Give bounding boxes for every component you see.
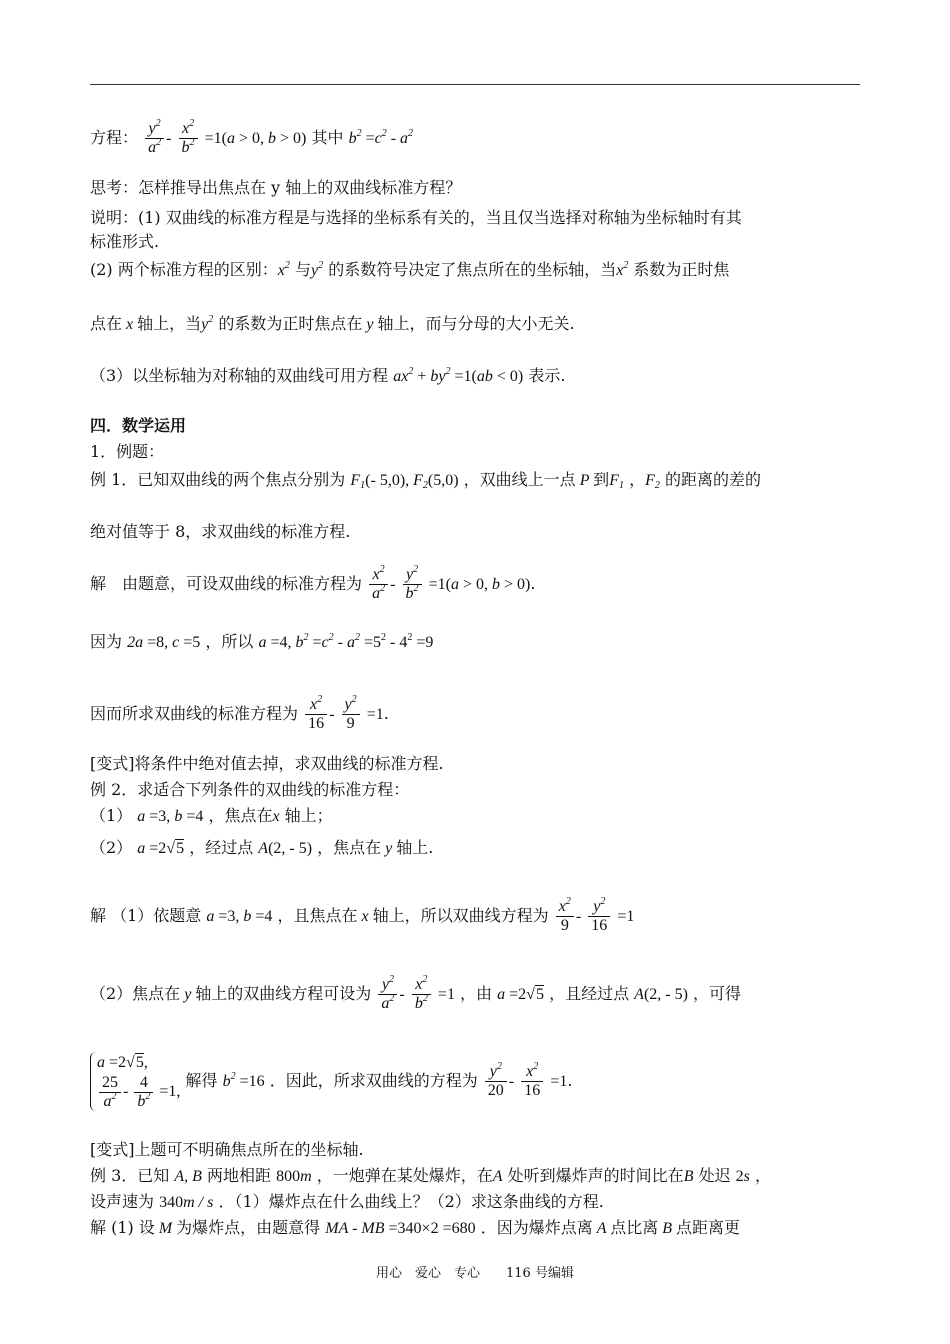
text: 因而所求双曲线的标准方程为 (90, 704, 299, 723)
text: 轴上的双曲线方程可设为 (195, 984, 372, 1003)
text: 解 由题意，可设双曲线的标准方程为 (90, 574, 363, 593)
fraction: $\frac{x^2}{16}$ (521, 1063, 543, 1100)
text: ，双曲线上一点 (463, 470, 576, 489)
example-line: 设声速为 340m / s ．（1）爆炸点在什么曲线上？（2）求这条曲线的方程. (90, 1192, 604, 1211)
text: ．（1）爆炸点在什么曲线上？（2）求这条曲线的方程. (218, 1192, 604, 1211)
solution-line: 解 由题意，可设双曲线的标准方程为 $\frac{x^2}{a^2}$ - $\frac{y^2}{b^2}$ =1(a > 0, b > 0). (90, 564, 536, 602)
fraction: $\frac{4}{b^2}$ (134, 1074, 153, 1111)
text: ，焦点在 (317, 838, 382, 857)
fraction: $\frac{x^2}{a^2}$ (369, 566, 388, 603)
example-line: 例 2．求适合下列条件的双曲线的标准方程： (90, 780, 410, 799)
text: （2） (90, 838, 133, 857)
example-line: 绝对值等于 8，求双曲线的标准方程. (90, 522, 351, 541)
text: 轴上，当 (137, 314, 202, 333)
text: 因为 (90, 632, 123, 651)
text: ，焦点在 (208, 806, 273, 825)
text: ．因此，所求双曲线的方程为 (269, 1071, 478, 1090)
text: 轴上； (284, 806, 333, 825)
text: ， (629, 470, 646, 489)
text: (2) 两个标准方程的区别： (90, 260, 278, 279)
text: 例 3．已知 (90, 1166, 170, 1185)
text: 轴上，而与分母的大小无关. (377, 314, 575, 333)
text: 设声速为 (90, 1192, 155, 1211)
fraction: $\frac{x^2}{16}$ (305, 696, 327, 733)
text: ，经过点 (189, 838, 254, 857)
text: ．因为爆炸点离 (480, 1218, 593, 1237)
subsection-title: 1．例题： (90, 442, 165, 461)
fraction: $\frac{y^2}{b^2}$ (403, 566, 422, 603)
solution-line: 因而所求双曲线的标准方程为 $\frac{x^2}{16}$ - $\frac{y^2}{9}$ =1. (90, 694, 389, 732)
text: 系数为正时焦 (633, 260, 730, 279)
solution-line: （2）焦点在 y 轴上的双曲线方程可设为 $\frac{y^2}{a^2}$ - $\frac{x^2}{b^2}$ =1 ，由 a =2√5 ，且经过点 A(2, - 5) ，可得 (90, 974, 742, 1012)
fraction: $\frac{x^2}{9}$ (556, 898, 574, 935)
text: 与 (294, 260, 311, 279)
note-line: 标准形式. (90, 232, 160, 251)
text: （3）以坐标轴为对称轴的双曲线可用方程 (90, 366, 389, 385)
text: 处迟 (698, 1166, 731, 1185)
equation-system: a =2√5, $\frac{25}{a^2}$ - $\frac{4}{b^2}$ =1, (90, 1052, 180, 1111)
text: ，所以 (205, 632, 254, 651)
text: 点比离 (610, 1218, 659, 1237)
text: 轴上，所以双曲线方程为 (372, 906, 549, 925)
solution-line: a =2√5, $\frac{25}{a^2}$ - $\frac{4}{b^2}$ =1, 解得 $b^2 =16$ ．因此，所求双曲线的方程为 $\frac{y^2}{20}$ - $\frac{x^2}{16}$ =1. (90, 1052, 860, 1111)
text: ， (755, 1166, 772, 1185)
text: 到 (593, 470, 610, 489)
text: 其中 (311, 128, 344, 147)
text: ，一炮弹在某处爆炸，在 (316, 1166, 493, 1185)
section-title: 四．数学运用 (90, 416, 187, 435)
text: 解 (1) 设 (90, 1218, 155, 1237)
text: ，且焦点在 (277, 906, 358, 925)
example-line: （2） a =2√5 ，经过点 A(2, - 5) ，焦点在 y 轴上. (90, 838, 434, 857)
example-line: （1） a =3, b =4 ，焦点在x 轴上； (90, 806, 333, 825)
text: 例 1．已知双曲线的两个焦点分别为 (90, 470, 346, 489)
text: （1） (90, 806, 133, 825)
text: 的系数为正时焦点在 (218, 314, 363, 333)
fraction: $\frac{y^2}{a^2}$ (145, 120, 164, 157)
think-line: 思考：怎样推导出焦点在 y 轴上的双曲线标准方程？ (90, 178, 462, 197)
text: 点在 (90, 314, 123, 333)
header-rule (90, 84, 860, 85)
text: ，可得 (693, 984, 742, 1003)
text: ，且经过点 (549, 984, 630, 1003)
text: 的距离的差的 (664, 470, 761, 489)
fraction: $\frac{25}{a^2}$ (99, 1074, 121, 1111)
text: 点距离更 (676, 1218, 741, 1237)
text: 轴上. (396, 838, 434, 857)
note-line: (2) 两个标准方程的区别：$x^2$ 与$y^2$ 的系数符号决定了焦点所在的坐标轴，当$x^2$ 系数为正时焦 (90, 260, 730, 279)
variant-line: [变式]上题可不明确焦点所在的坐标轴. (90, 1140, 364, 1159)
text: 两地相距 (207, 1166, 272, 1185)
fraction: $\frac{y^2}{9}$ (342, 696, 360, 733)
text: 解得 (185, 1071, 218, 1090)
fraction: $\frac{x^2}{b^2}$ (179, 120, 198, 157)
solution-line: 因为 2a =8, c =5 ，所以 a =4, $b^2 =c^2 - a^2 =5^2 - 4^2 =9$ (90, 632, 434, 651)
example-line: 例 1．已知双曲线的两个焦点分别为 $F_1(-$ 5,0), $F_2(5,0)$ ，双曲线上一点 P 到$F_1$ ，$F_2$ 的距离的差的 (90, 470, 761, 491)
text: 方程： (90, 128, 139, 147)
fraction: $\frac{y^2}{20}$ (485, 1063, 507, 1100)
equation-line: 方程： $\frac{y^2}{a^2}$ - $\frac{x^2}{b^2}$ =1(a > 0, b > 0) 其中 $b^2 =c^2 - a^2$ (90, 118, 414, 156)
note-line: 点在 x 轴上，当$y^2$ 的系数为正时焦点在 y 轴上，而与分母的大小无关. (90, 314, 575, 333)
fraction: $\frac{y^2}{a^2}$ (378, 976, 397, 1013)
page-footer: 用心 爱心 专心 116 号编辑 (376, 1266, 574, 1281)
text: （2）焦点在 (90, 984, 181, 1003)
text: 的系数符号决定了焦点所在的坐标轴，当 (328, 260, 617, 279)
text: 处听到爆炸声的时间比在 (507, 1166, 684, 1185)
note-line: （3）以坐标轴为对称轴的双曲线可用方程 $ax^2 + by^2 =1(ab < 0)$ 表示. (90, 366, 566, 385)
solution-line: 解 (1) 设 M 为爆炸点，由题意得 MA - MB =340×2 =680 ．因为爆炸点离 A 点比离 B 点距离更 (90, 1218, 741, 1237)
text: 解 （1）依题意 (90, 906, 202, 925)
fraction: $\frac{y^2}{16}$ (588, 898, 610, 935)
text: ，由 (460, 984, 493, 1003)
text: 为爆炸点，由题意得 (176, 1218, 321, 1237)
variant-line: [变式]将条件中绝对值去掉，求双曲线的标准方程. (90, 754, 444, 773)
note-line: 说明：(1) 双曲线的标准方程是与选择的坐标系有关的，当且仅当选择对称轴为坐标轴时有其 (90, 208, 742, 227)
solution-line: 解 （1）依题意 a =3, b =4 ，且焦点在 x 轴上，所以双曲线方程为 $\frac{x^2}{9}$ - $\frac{y^2}{16}$ =1 (90, 896, 635, 934)
fraction: $\frac{x^2}{b^2}$ (412, 976, 431, 1013)
example-line: 例 3．已知 A, B 两地相距 800m ，一炮弹在某处爆炸，在A 处听到爆炸声的时间比在B 处迟 2s ， (90, 1166, 772, 1185)
text: 表示. (528, 366, 566, 385)
